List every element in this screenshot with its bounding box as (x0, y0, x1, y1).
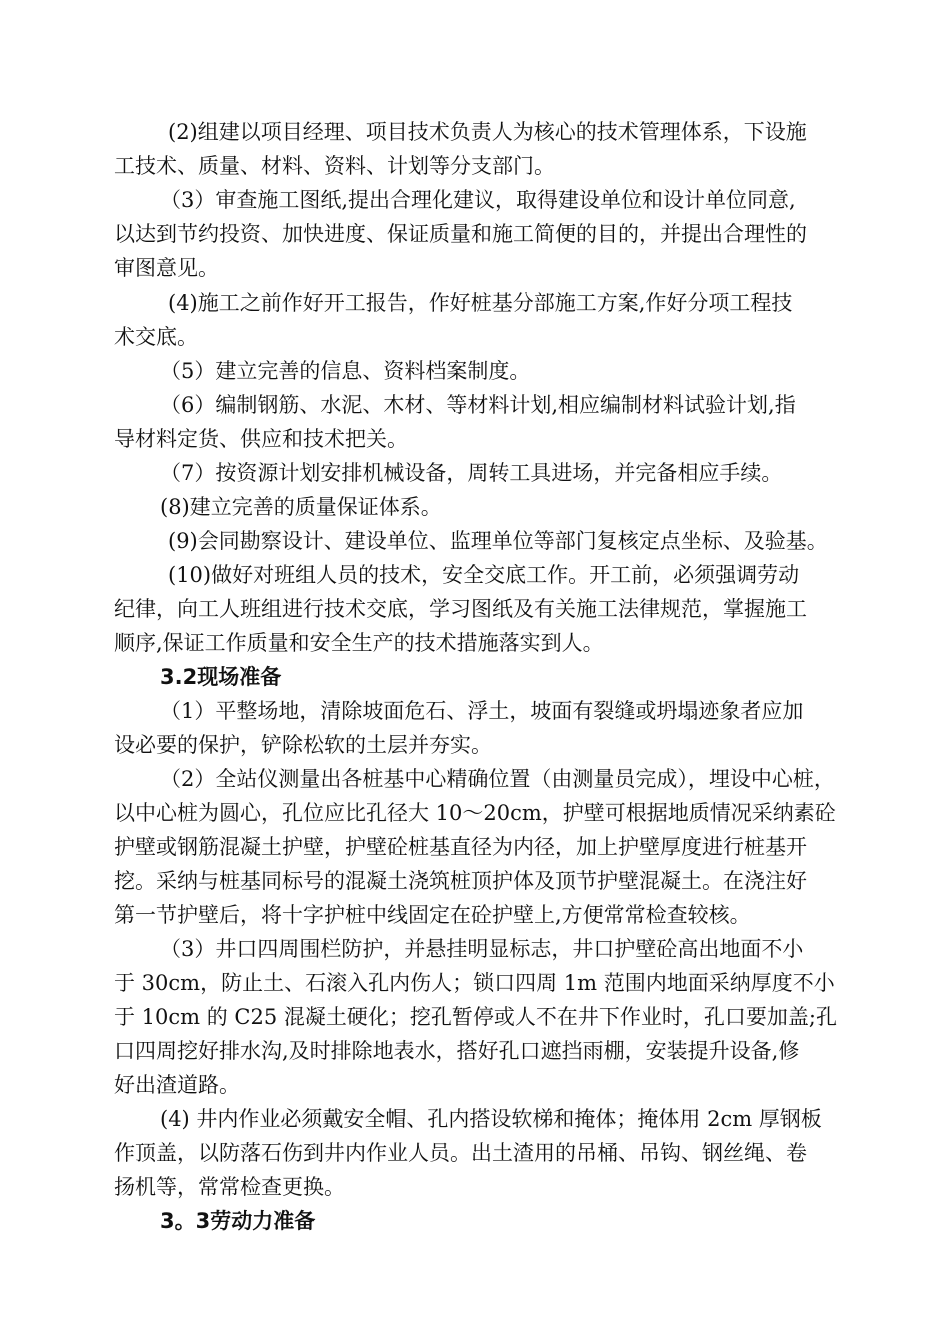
site-para-2-line-1: （2）全站仪测量出各桩基中心精确位置（由测量员完成），埋设中心桩， (160, 767, 835, 791)
para-6-line-2: 导材料定货、供应和技术把关。 (114, 427, 408, 451)
site-para-4-line-1: (4) 井内作业必须戴安全帽、孔内搭设软梯和掩体；掩体用 2cm 厚钢板 (160, 1107, 822, 1131)
site-para-4-line-3: 扬机等，常常检查更换。 (114, 1175, 345, 1199)
para-9-line-1: (9)会同勘察设计、建设单位、监理单位等部门复核定点坐标、及验基。 (168, 529, 828, 553)
site-para-3-line-5: 好出渣道路。 (114, 1073, 240, 1097)
site-para-3-line-2: 于 30cm，防止土、石滚入孔内伤人；锁口四周 1m 范围内地面采纳厚度不小 (114, 971, 835, 995)
site-para-1-line-2: 设必要的保护，铲除松软的土层并夯实。 (114, 733, 492, 757)
site-para-3-line-1: （3）井口四周围栏防护，并悬挂明显标志，井口护壁砼高出地面不小 (160, 937, 804, 961)
para-4-line-1: (4)施工之前作好开工报告，作好桩基分部施工方案,作好分项工程技 (168, 291, 793, 315)
para-10-line-1: (10)做好对班组人员的技术，安全交底工作。开工前，必须强调劳动 (168, 563, 800, 587)
para-2-line-2: 工技术、质量、材料、资料、计划等分支部门。 (114, 154, 555, 178)
site-para-3-line-3: 于 10cm 的 C25 混凝土硬化；挖孔暂停或人不在井下作业时，孔口要加盖;孔 (114, 1005, 837, 1029)
site-para-2-line-5: 第一节护壁后，将十字护桩中线固定在砼护壁上,方便常常检查较核。 (114, 903, 751, 927)
para-8-line-1: (8)建立完善的质量保证体系。 (160, 495, 442, 519)
site-para-3-line-4: 口四周挖好排水沟,及时排除地表水，搭好孔口遮挡雨棚，安装提升设备,修 (114, 1039, 800, 1063)
para-3-line-3: 审图意见。 (114, 256, 219, 280)
site-para-4-line-2: 作顶盖，以防落石伤到井内作业人员。出土渣用的吊桶、吊钩、钢丝绳、卷 (114, 1141, 807, 1165)
para-10-line-2: 纪律，向工人班组进行技术交底，学习图纸及有关施工法律规范，掌握施工 (114, 597, 807, 621)
para-3-line-2: 以达到节约投资、加快进度、保证质量和施工简便的目的，并提出合理性的 (114, 222, 807, 246)
para-10-line-3: 顺序,保证工作质量和安全生产的技术措施落实到人。 (114, 631, 604, 655)
para-6-line-1: （6）编制钢筋、水泥、木材、等材料计划,相应编制材料试验计划,指 (160, 393, 796, 417)
section-heading-3-2: 3.2现场准备 (160, 665, 282, 689)
para-2-line-1: (2)组建以项目经理、项目技术负责人为核心的技术管理体系，下设施 (168, 120, 807, 144)
para-5-line-1: （5）建立完善的信息、资料档案制度。 (160, 359, 531, 383)
site-para-2-line-4: 挖。采纳与桩基同标号的混凝土浇筑桩顶护体及顶节护壁混凝土。在浇注好 (114, 869, 807, 893)
para-7-line-1: （7）按资源计划安排机械设备，周转工具进场，并完备相应手续。 (160, 461, 783, 485)
site-para-2-line-3: 护壁或钢筋混凝土护壁，护壁砼桩基直径为内径，加上护壁厚度进行桩基开 (114, 835, 807, 859)
para-4-line-2: 术交底。 (114, 325, 198, 349)
section-heading-3-3: 3。3劳动力准备 (160, 1209, 316, 1233)
para-3-line-1: （3）审查施工图纸,提出合理化建议，取得建设单位和设计单位同意, (160, 188, 796, 212)
site-para-1-line-1: （1）平整场地，清除坡面危石、浮土，坡面有裂缝或坍塌迹象者应加 (160, 699, 804, 723)
site-para-2-line-2: 以中心桩为圆心，孔位应比孔径大 10～20cm，护壁可根据地质情况采纳素砼 (114, 801, 836, 825)
